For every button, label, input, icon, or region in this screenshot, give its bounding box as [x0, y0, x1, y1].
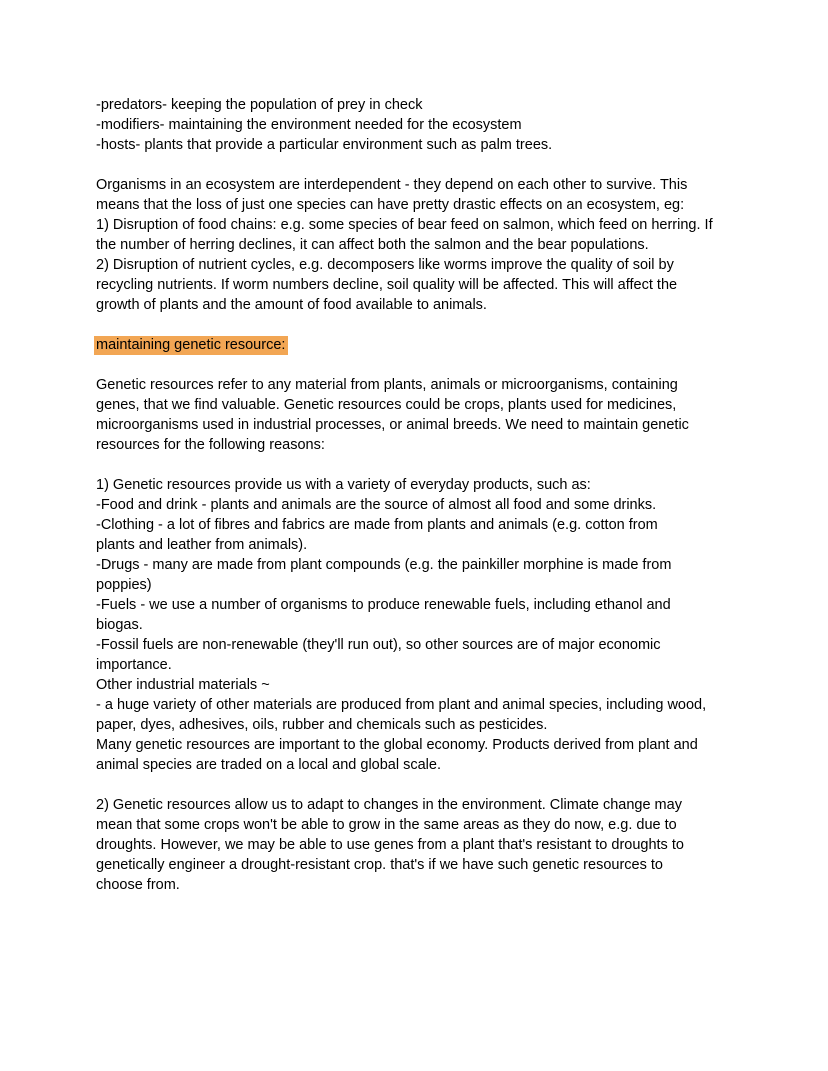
text-line: 2) Genetic resources allow us to adapt to changes in the environment. Climate change may [96, 797, 682, 813]
text-line: Other industrial materials ~ [96, 677, 270, 693]
text-line: microorganisms used in industrial processes, or animal breeds. We need to maintain genetic [96, 417, 689, 433]
text-line: 1) Genetic resources provide us with a variety of everyday products, such as: [96, 477, 591, 493]
text-line: means that the loss of just one species can have pretty drastic effects on an ecosystem, eg: [96, 197, 685, 213]
text-line: -Drugs - many are made from plant compounds (e.g. the painkiller morphine is made from [96, 557, 672, 573]
highlight-span: maintaining genetic resource: [94, 336, 288, 355]
text-line: biogas. [96, 617, 143, 633]
text-line: importance. [96, 657, 172, 673]
blank-line [96, 775, 746, 795]
text-line: genes, that we find valuable. Genetic resources could be crops, plants used for medicines, [96, 397, 677, 413]
text-line: -predators- keeping the population of prey in check [96, 97, 423, 113]
text-line: choose from. [96, 877, 180, 893]
text-line: -hosts- plants that provide a particular environment such as palm trees. [96, 137, 553, 153]
text-line: animal species are traded on a local and global scale. [96, 757, 441, 773]
blank-line [96, 455, 746, 475]
text-line: resources for the following reasons: [96, 437, 325, 453]
text-line: Organisms in an ecosystem are interdependent - they depend on each other to survive. This [96, 177, 688, 193]
text-line: genetically engineer a drought-resistant crop. that's if we have such genetic resources to [96, 857, 663, 873]
text-line: 1) Disruption of food chains: e.g. some species of bear feed on salmon, which feed on herring. If [96, 217, 713, 233]
text-line: the number of herring declines, it can affect both the salmon and the bear populations. [96, 237, 649, 253]
text-line: paper, dyes, adhesives, oils, rubber and chemicals such as pesticides. [96, 717, 548, 733]
blank-line [96, 355, 746, 375]
text-line: Many genetic resources are important to the global economy. Products derived from plant and [96, 737, 698, 753]
text-line: -Clothing - a lot of fibres and fabrics are made from plants and animals (e.g. cotton from [96, 517, 658, 533]
text-line: - a huge variety of other materials are produced from plant and animal species, including wood, [96, 697, 707, 713]
highlighted-heading [96, 335, 746, 355]
text-line: mean that some crops won't be able to grow in the same areas as they do now, e.g. due to [96, 817, 677, 833]
text-line: 2) Disruption of nutrient cycles, e.g. decomposers like worms improve the quality of soil by [96, 257, 674, 273]
text-line: Genetic resources refer to any material from plants, animals or microorganisms, containing [96, 377, 678, 393]
document-content [96, 95, 746, 895]
text-line: poppies) [96, 577, 152, 593]
blank-line [96, 315, 746, 335]
text-line: growth of plants and the amount of food available to animals. [96, 297, 487, 313]
text-line: -Fuels - we use a number of organisms to produce renewable fuels, including ethanol and [96, 597, 671, 613]
text-line: droughts. However, we may be able to use genes from a plant that's resistant to droughts to [96, 837, 684, 853]
text-line: -Food and drink - plants and animals are the source of almost all food and some drinks. [96, 497, 657, 513]
text-line: recycling nutrients. If worm numbers decline, soil quality will be affected. This will affect the [96, 277, 678, 293]
text-line: -modifiers- maintaining the environment needed for the ecosystem [96, 117, 522, 133]
blank-line [96, 155, 746, 175]
text-line: -Fossil fuels are non-renewable (they'll run out), so other sources are of major economic [96, 637, 661, 653]
text-line: plants and leather from animals). [96, 537, 308, 553]
